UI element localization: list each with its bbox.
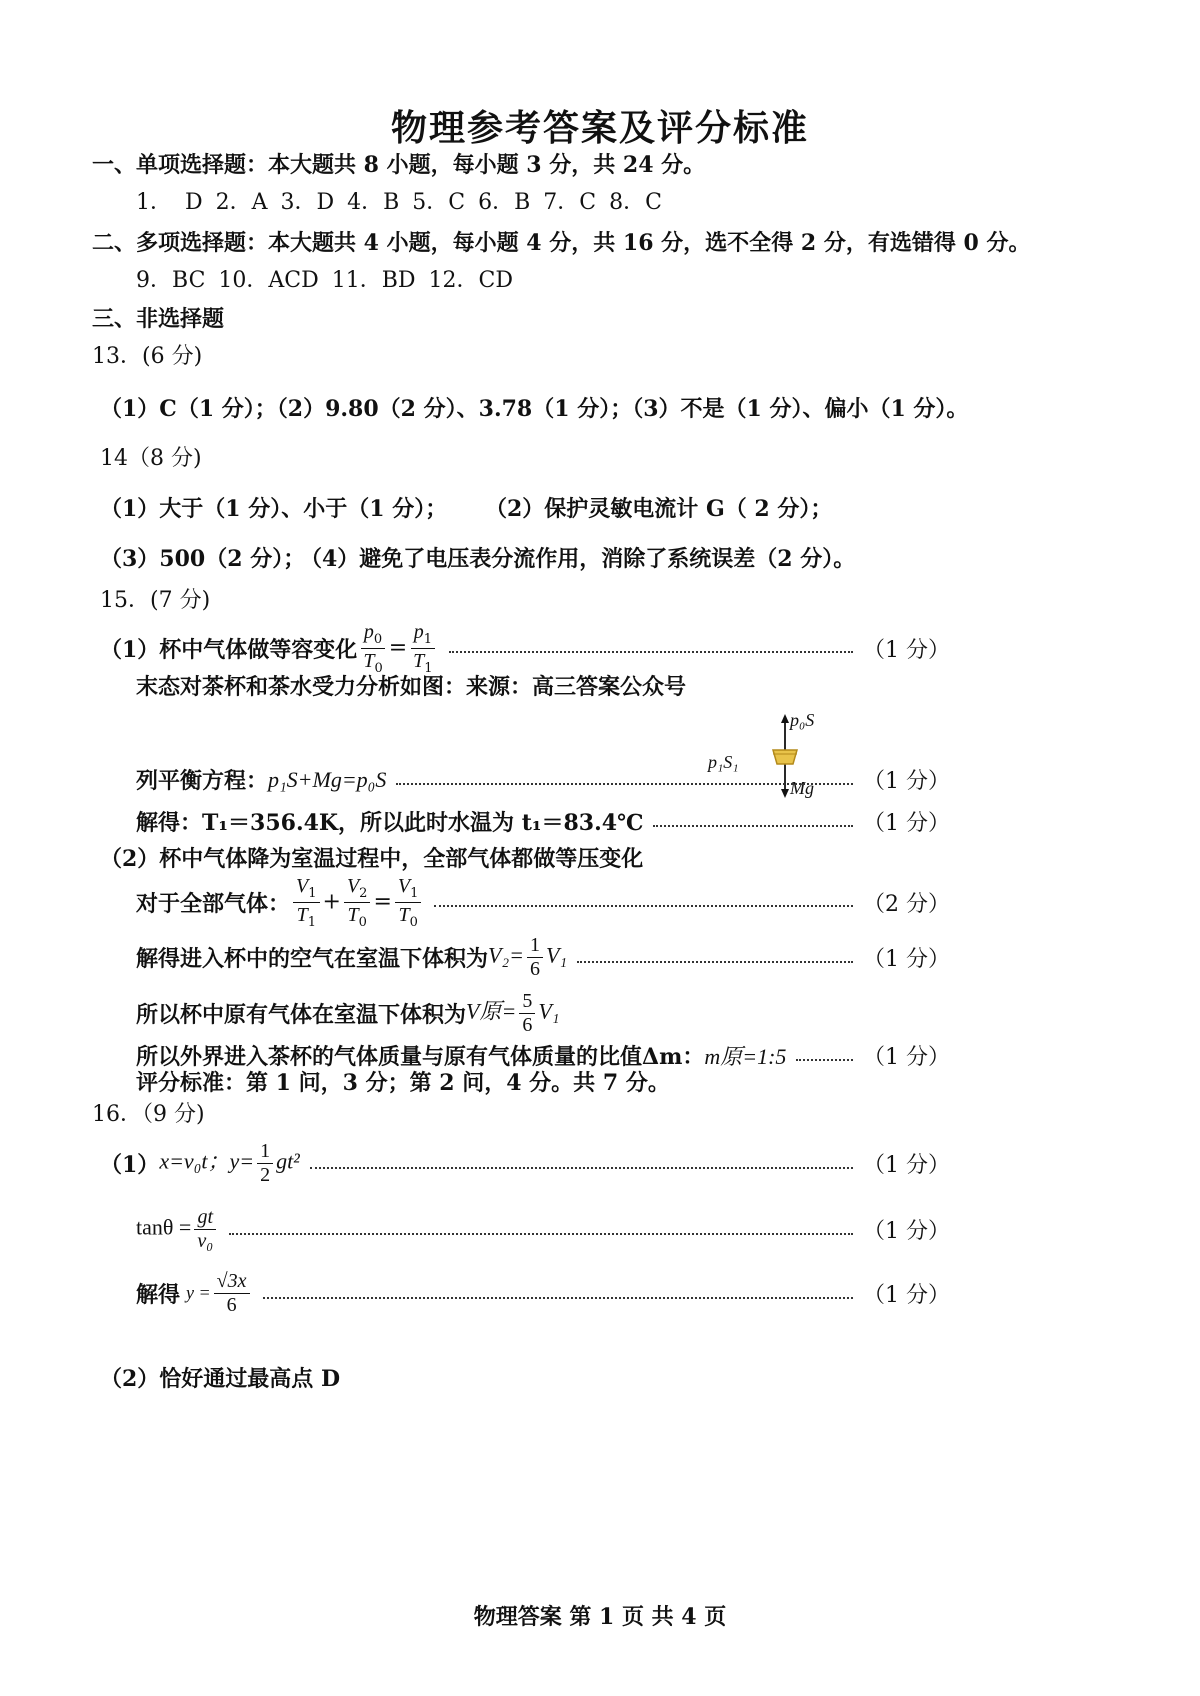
q15-line-5-equation: $\frac{V_1}{T_1}$ + $\frac{V_2}{T_0}$ = $\frac{V_1}{T_0}$ (290, 874, 424, 931)
page-title: 物理参考答案及评分标准 (390, 107, 809, 149)
q16-line-2-equation: tanθ = $\frac{gt}{\text{v₀}}$ (136, 1206, 219, 1253)
q15-line-8-equation: m原=1:5 (704, 1044, 787, 1069)
q15-heading: 15．(7 分) (100, 588, 211, 613)
q15-line-2: 末态对茶杯和茶水受力分析如图：来源：高三答案公众号 (136, 674, 687, 700)
score-label: （1 分） (863, 1045, 950, 1070)
leader-dots (396, 783, 853, 785)
q15-line-4 (136, 806, 950, 837)
score-label: （1 分） (863, 947, 950, 972)
q15-line-7-text: 所以杯中原有气体在室温下体积为 (136, 1002, 467, 1028)
score-label: （1 分） (863, 1219, 950, 1244)
q15-line-3-text: 列平衡方程： (136, 768, 269, 794)
q16-line-1 (100, 1140, 950, 1187)
q16-line-3 (136, 1270, 950, 1317)
leader-dots (434, 905, 853, 907)
section-1-answers: 1． D 2．A 3．D 4．B 5．C 6．B 7．C 8．C (136, 190, 662, 215)
q14-answer-1: （1）大于（1 分）、小于（1 分）； (100, 496, 448, 522)
section-2-answers: 9．BC 10．ACD 11．BD 12．CD (136, 268, 514, 293)
q16-line-1-text: （1） (100, 1152, 160, 1178)
q15-line-8 (136, 1040, 950, 1071)
q14-answer-4: （4）避免了电压表分流作用，消除了系统误差（2 分）。 (300, 546, 856, 572)
score-label: （1 分） (863, 769, 950, 794)
section-2-heading: 二、多项选择题：本大题共 4 小题，每小题 4 分，共 16 分，选不全得 2 分，有选错得 0 分。 (92, 230, 1031, 256)
force-label-left: p₁S₁ (708, 752, 739, 772)
q15-line-3-equation: p₁S+Mg=p₀S (268, 766, 387, 792)
q15-line-1-text: （1）杯中气体做等容变化 (100, 636, 358, 663)
q15-line-6 (136, 934, 950, 981)
score-label: （1 分） (863, 811, 950, 836)
q16-line-3-text: 解得 (136, 1282, 181, 1308)
q15-line-1 (100, 620, 950, 677)
score-label: （1 分） (863, 1153, 950, 1178)
leader-dots (796, 1059, 853, 1061)
score-label: （1 分） (863, 1283, 950, 1308)
score-label: （1 分） (863, 637, 950, 663)
q15-scoring-note: 评分标准：第 1 问，3 分；第 2 问，4 分。共 7 分。 (136, 1070, 670, 1096)
force-label-top: p₀S (790, 710, 815, 730)
section-3-heading: 三、非选择题 (92, 306, 225, 332)
q16-heading: 16．（9 分) (92, 1102, 205, 1127)
q15-line-4-equation: T₁＝356.4K，所以此时水温为 t₁＝83.4℃ (202, 810, 644, 836)
q15-line-1-equation: $\frac{p_0}{T_0}$ = $\frac{p_1}{T_1}$ (357, 620, 438, 677)
q16-line-1-equation: x=v₀t；y= $\frac{1}{2}$ gt² (159, 1140, 300, 1186)
leader-dots (449, 651, 853, 653)
section-1-heading: 一、单项选择题：本大题共 8 小题，每小题 3 分，共 24 分。 (92, 152, 706, 178)
q15-line-7 (136, 990, 950, 1037)
page-footer: 物理答案 第 1 页 共 4 页 (473, 1604, 727, 1630)
q15-line-6-text: 解得进入杯中的空气在室温下体积为 (136, 946, 489, 972)
cup-icon (773, 750, 797, 764)
leader-dots (263, 1297, 853, 1299)
q15-line-8-text: 所以外界进入茶杯的气体质量与原有气体质量的比值Δm： (136, 1044, 705, 1070)
q15-part-2-heading: （2）杯中气体降为室温过程中，全部气体都做等压变化 (100, 846, 644, 872)
leader-dots (577, 961, 853, 963)
q15-line-5-text: 对于全部气体： (136, 890, 291, 917)
q15-line-4-text: 解得： (136, 810, 203, 836)
score-label: （2 分） (863, 891, 950, 917)
leader-dots (310, 1167, 853, 1169)
q13-answer: （1）C（1 分）；（2）9.80（2 分）、3.78（1 分）；（3）不是（1 分）、偏小（1 分）。 (100, 396, 969, 422)
q16-part-2-heading: （2）恰好通过最高点 D (100, 1366, 341, 1392)
q15-line-5 (136, 874, 950, 931)
force-label-bottom: Mg (790, 778, 814, 798)
leader-dots (229, 1233, 853, 1235)
q14-answer-2: （2）保护灵敏电流计 G（ 2 分）； (485, 496, 833, 522)
q15-line-3 (136, 764, 950, 795)
q15-line-7-equation: V原= $\frac{5}{6}$ V₁ (466, 990, 560, 1036)
q13-heading: 13．(6 分) (92, 344, 203, 369)
q15-line-6-equation: V₂= $\frac{1}{6}$ V₁ (488, 934, 568, 980)
q14-heading: 14（8 分) (100, 446, 202, 471)
q16-line-2 (136, 1206, 950, 1253)
leader-dots (653, 825, 853, 827)
q16-line-3-equation: y = $\frac{√3x}{6}$ (186, 1270, 253, 1317)
q14-answer-3: （3）500（2 分）； (100, 546, 306, 572)
